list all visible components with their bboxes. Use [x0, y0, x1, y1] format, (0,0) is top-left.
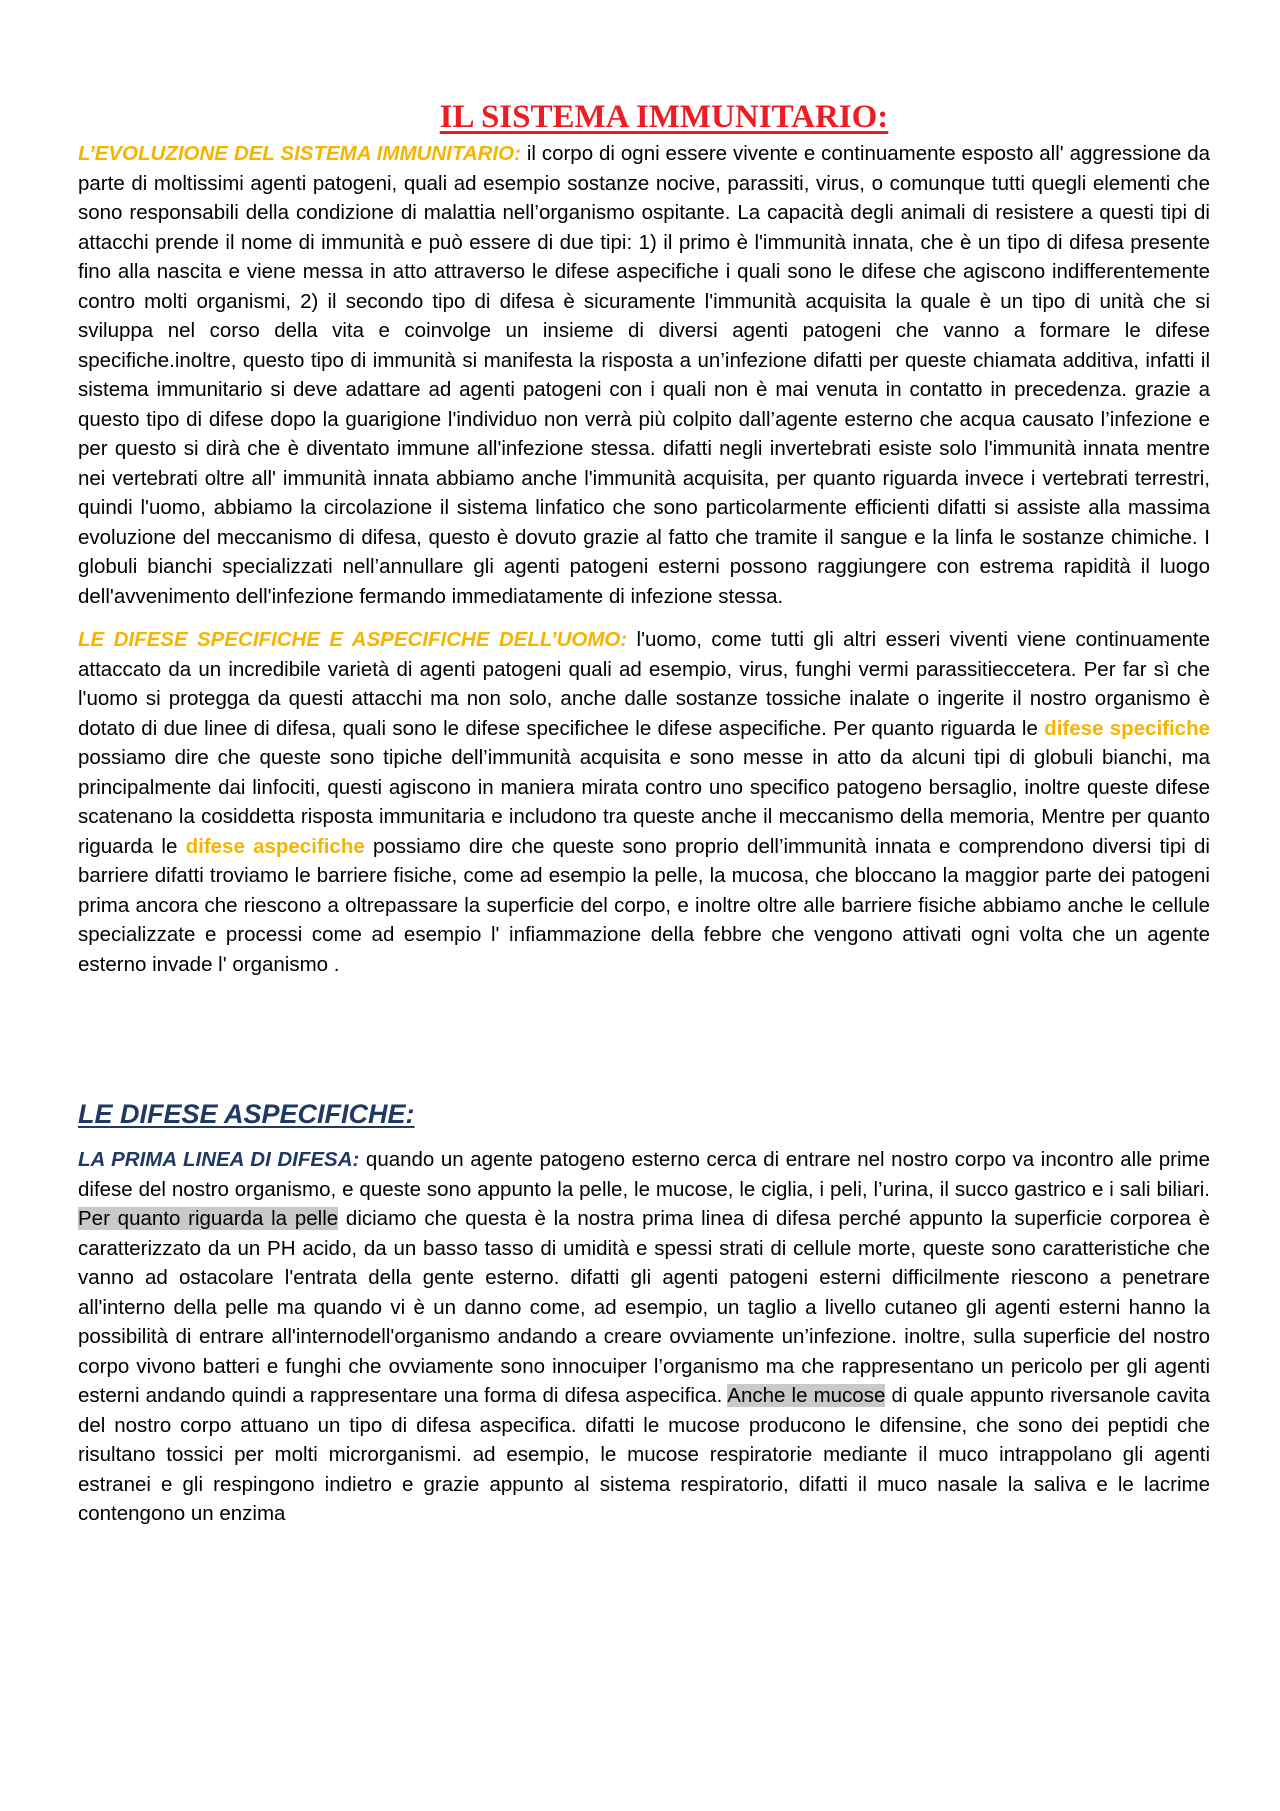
keyword-difese-aspecifiche: difese aspecifiche — [185, 834, 365, 858]
paragraph-evoluzione — [78, 139, 1210, 611]
paragraph-text: possiamo dire che queste sono tipiche dell’immunità acquisita e sono messe in atto da alcuni tipi di globuli bianchi, ma principalmente dai linfociti, questi agiscono in maniera mirata contro uno specifico patogeno bersaglio, inoltre queste difese scatenano la cosiddetta risposta immunitaria e includono tra queste anche il meccanismo della memoria, Mentre per quanto riguarda le — [78, 746, 1210, 858]
paragraph-lead-difese-uomo: LE DIFESE SPECIFICHE E ASPECIFICHE DELL’UOMO: — [78, 628, 628, 651]
paragraph-lead-separator: : — [514, 142, 521, 165]
paragraph-text: diciamo che questa è la nostra prima linea di difesa perché appunto la superficie corporea è caratterizzato da un PH acido, da un basso tasso di umidità e spessi strati di cellule morte, queste sono caratteristiche che vanno ad ostacolare l'entrata della gente esterno. difatti gli agenti patogeni esterni difficilmente riescono a penetrare all'interno della pelle ma quando vi è un danno come, ad esempio, un taglio a livello cutaneo gli agenti esterni hanno la possibilità di entrare all'internodell'organismo andando a creare ovviamente un’infezione. inoltre, sulla superficie del nostro corpo vivono batteri e funghi che ovviamente sono innocuiper l’organismo ma che rappresentano un pericolo per gli agenti esterni andando quindi a rappresentare una forma di difesa aspecifica. — [78, 1207, 1210, 1407]
paragraph-lead-prima-linea: LA PRIMA LINEA DI DIFESA: — [78, 1148, 360, 1171]
paragraph-text: quando un agente patogeno esterno cerca di entrare nel nostro corpo va incontro alle prime difese del nostro organismo, e queste sono appunto la pelle, le mucose, le ciglia, i peli, l’urina, il succo gastrico e i sali biliari. — [78, 1148, 1210, 1201]
paragraph-difese-uomo — [78, 625, 1210, 979]
paragraph-text: di quale appunto riversanole cavita del nostro corpo attuano un tipo di difesa aspecifica. difatti le mucose producono le difensine, che sono dei peptidi che risultano tossici per molti microrganismi. ad esempio, le mucose respiratorie mediante il muco intrappolano gli agenti estranei e gli respingono indietro e grazie appunto al sistema respiratorio, difatti il muco nasale la saliva e le lacrime contengono un enzima — [78, 1384, 1211, 1525]
paragraph-text: l'uomo, come tutti gli altri esseri viventi viene continuamente attaccato da un incredibile varietà di agenti patogeni quali ad esempio, virus, funghi vermi parassitieccetera. Per far sì che l'uomo si protegga da questi attacchi ma non solo, anche dalle sostanze tossiche inalate o ingerite il nostro organismo è dotato di due linee di difesa, quali sono le difese specifichee le difese aspecifiche. Per quanto riguarda le — [78, 628, 1210, 740]
paragraph-lead-evoluzione: L’EVOLUZIONE DEL SISTEMA IMMUNITARIO — [78, 142, 515, 165]
highlight-pelle: Per quanto riguarda la pelle — [78, 1207, 339, 1230]
document-title: IL SISTEMA IMMUNITARIO: — [439, 99, 889, 135]
paragraph-text: il corpo di ogni essere vivente e continuamente esposto all' aggressione da parte di moltissimi agenti patogeni, quali ad esempio sostanze nocive, parassiti, virus, o comunque tutti quegli elementi che sono responsabili della condizione di malattia nell’organismo ospitante. La capacità degli animali di resistere a questi tipi di attacchi prende il nome di immunità e può essere di due tipi: 1) il primo è l'immunità innata, che è un tipo di difesa presente fino alla nascita e viene messa in atto attraverso le difese aspecifiche i quali sono le difese che agiscono indifferentemente contro molti organismi, 2) il secondo tipo di difesa è sicuramente l'immunità acquisita la quale è un tipo di unità che si sviluppa nel corso della vita e coinvolge un insieme di diversi agenti patogeni che vanno a formare le difese specifiche.inoltre, questo tipo di immunità si manifesta la risposta a un’infezione difatti per queste chiamata additiva, infatti il sistema immunitario si deve adattare ad agenti patogeni con i quali non è mai venuta in contatto in precedenza. grazie a questo tipo di difese dopo la guarigione l'individuo non verrà più colpito dall’agente esterno che acqua causato l’infezione e per questo si dirà che è diventato immune all'infezione stessa. difatti negli invertebrati esiste solo l'immunità innata mentre nei vertebrati oltre all' immunità innata abbiamo anche l'immunità acquisita, per quanto riguarda invece i vertebrati terrestri, quindi l'uomo, abbiamo la circolazione il sistema linfatico che sono particolarmente efficienti difatti si assiste alla massima evoluzione del meccanismo di difesa, questo è dovuto grazie al fatto che tramite il sangue e la linfa le sostanze chimiche. I globuli bianchi specializzati nell’annullare gli agenti patogeni esterni possono raggiungere con estrema rapidità il luogo dell'avvenimento dell'infezione fermando immediatamente di infezione stessa. — [78, 142, 1210, 608]
keyword-difese-specifiche: difese specifiche — [1044, 716, 1211, 740]
paragraph-text: possiamo dire che queste sono proprio dell’immunità innata e comprendono diversi tipi di barriere difatti troviamo le barriere fisiche, come ad esempio la pelle, la mucosa, che bloccano la maggior parte dei patogeni prima ancora che riescono a oltrepassare la superficie del corpo, e inoltre oltre alle barriere fisiche abbiamo anche le cellule specializzate e processi come ad esempio l' infiammazione della febbre che vengono attivati ogni volta che un agente esterno invade l' organismo . — [78, 834, 1210, 976]
highlight-mucose: Anche le mucose — [727, 1384, 886, 1407]
paragraph-prima-linea — [78, 1145, 1210, 1529]
section-title-difese-aspecifiche: LE DIFESE ASPECIFICHE: — [78, 1099, 415, 1129]
